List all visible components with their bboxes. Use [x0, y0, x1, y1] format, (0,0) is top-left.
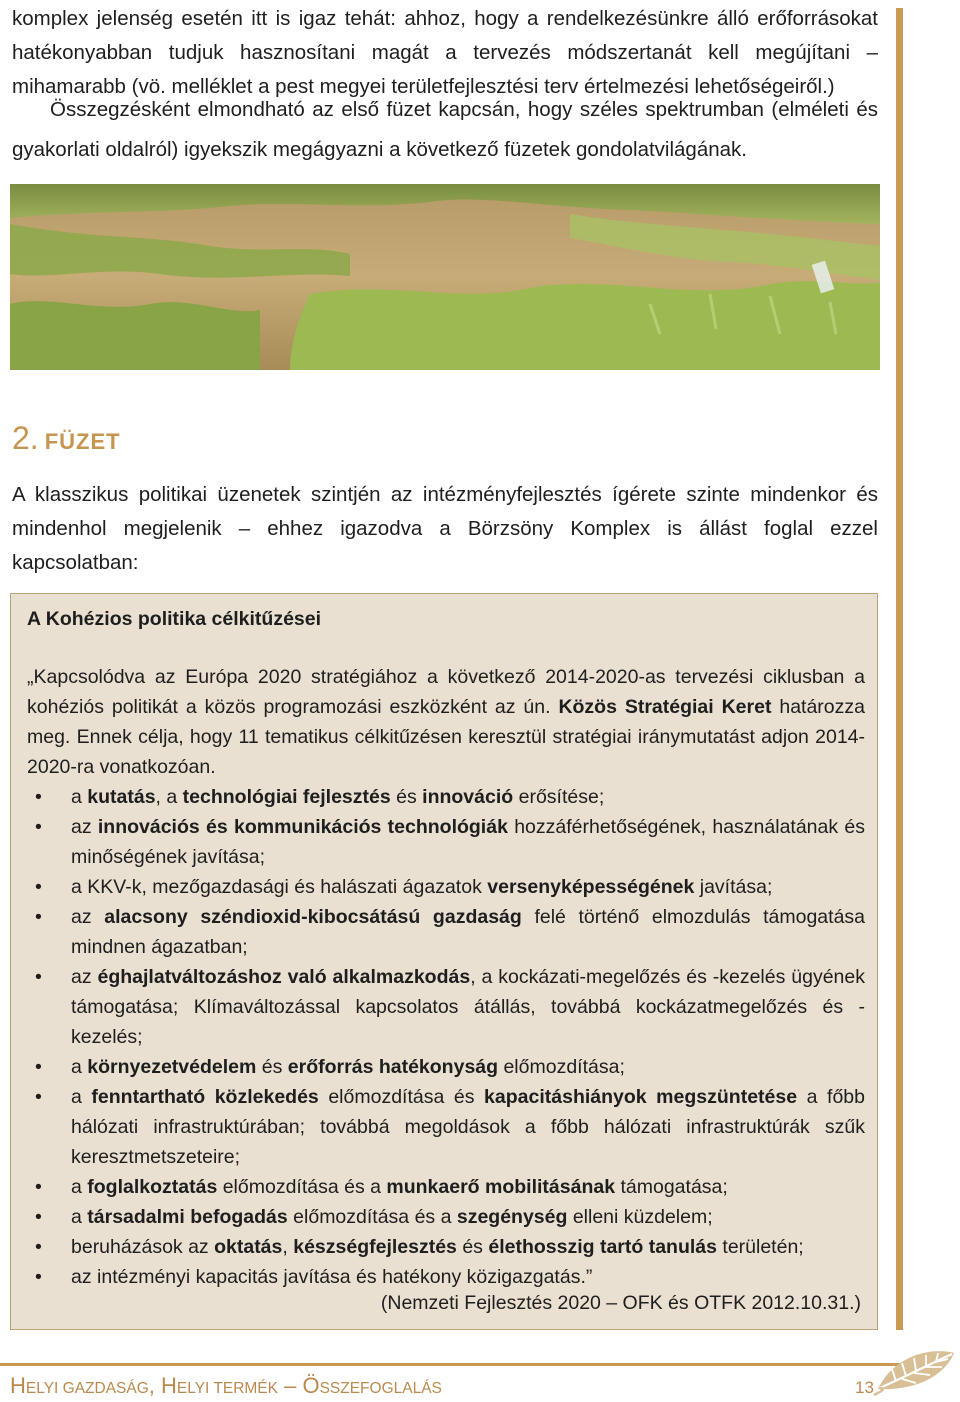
- bullet-icon: •: [35, 906, 42, 928]
- objective-text: a KKV-k, mezőgazdasági és halászati ágazatok: [71, 876, 488, 898]
- objective-keyword: versenyképességének: [487, 876, 695, 898]
- objective-text: a: [71, 1206, 88, 1228]
- footer-title-part: ELYI GAZDASÁG: [25, 1380, 149, 1397]
- objective-keyword: kapacitáshiányok megszüntetése: [484, 1086, 798, 1108]
- bullet-icon: •: [35, 816, 42, 838]
- objective-text: és: [390, 786, 423, 808]
- objective-text: hozzáférhetőségének, használatának és minőségének javítása;: [71, 816, 866, 868]
- section-number: 2.: [12, 420, 39, 456]
- objective-item: [27, 812, 865, 872]
- page-number: 13: [855, 1378, 874, 1397]
- objective-text: erősítése;: [513, 786, 605, 808]
- objective-keyword: erőforrás hatékonyság: [287, 1056, 499, 1078]
- objective-item: [27, 1202, 865, 1232]
- objective-text: elleni küzdelem;: [567, 1206, 713, 1228]
- bullet-icon: •: [35, 1176, 42, 1198]
- objective-keyword: készségfejlesztés: [293, 1236, 457, 1258]
- summary-paragraph: Összegzésként elmondható az első füzet kapcsán, hogy széles spektrumban (elméleti és gyakorlati oldalról) igyekszik megágyazni a következő füzetek gondolatvilágának.: [12, 98, 878, 161]
- bullet-icon: •: [35, 1056, 42, 1078]
- objective-text: felé történő elmozdulás támogatása mindnen ágazatban;: [71, 906, 866, 958]
- objective-text: előmozdítása és a: [217, 1176, 387, 1198]
- objective-keyword: technológiai fejlesztés: [182, 786, 391, 808]
- footer-title-part: H: [10, 1373, 26, 1398]
- objective-text: a: [71, 1056, 88, 1078]
- objective-item: [27, 782, 865, 812]
- side-accent-bar: [896, 8, 903, 1330]
- objective-keyword: alacsony széndioxid-kibocsátású gazdaság: [104, 906, 522, 928]
- objective-item: [27, 1232, 865, 1262]
- objective-text: előmozdítása és a: [287, 1206, 457, 1228]
- objective-keyword: éghajlatváltozáshoz való alkalmazkodás: [97, 966, 471, 988]
- bullet-icon: •: [35, 1086, 42, 1108]
- leaf-icon: [872, 1345, 958, 1397]
- quote-intro-bold: Közös Stratégiai Keret: [558, 696, 772, 718]
- objective-text: előmozdítása;: [498, 1056, 625, 1078]
- leaf-icon-graphic: [872, 1345, 958, 1397]
- quote-source: (Nemzeti Fejlesztés 2020 – OFK és OTFK 2012.10.31.): [380, 1292, 861, 1314]
- objective-keyword: innováció: [422, 786, 514, 808]
- bullet-icon: •: [35, 1266, 42, 1288]
- bullet-icon: •: [35, 876, 42, 898]
- quote-box: [10, 593, 878, 1330]
- objective-keyword: fenntartható közlekedés: [91, 1086, 319, 1108]
- objective-text: a: [71, 786, 88, 808]
- garden-photo-image: [10, 184, 880, 370]
- bullet-icon: •: [35, 1206, 42, 1228]
- objective-text: , a kockázati-megelőzés és -kezelés ügyének támogatása; Klímaváltozással kapcsolatos átállás, továbbá kockázatmegelőzés és -kezelés;: [71, 966, 865, 1048]
- objective-text: beruházások az: [71, 1236, 215, 1258]
- objectives-list: [27, 782, 865, 1292]
- bullet-icon: •: [35, 786, 42, 808]
- footer-title-part: ELYI TERMÉK: [176, 1380, 278, 1397]
- objective-text: és: [456, 1236, 489, 1258]
- objective-text: az: [71, 816, 98, 838]
- objective-text: ,: [282, 1236, 294, 1258]
- objective-keyword: oktatás: [214, 1236, 283, 1258]
- objective-text: az intézményi kapacitás javítása és hatékony közigazgatás.”: [71, 1266, 593, 1288]
- bullet-icon: •: [35, 966, 42, 988]
- objective-item: [27, 1082, 865, 1172]
- footer-title-part: , H: [148, 1373, 177, 1398]
- objective-keyword: munkaerő mobilitásának: [386, 1176, 616, 1198]
- footer-rule: [0, 1363, 900, 1366]
- objective-text: területén;: [716, 1236, 804, 1258]
- intro-paragraph: komplex jelenség esetén itt is igaz tehát: ahhoz, hogy a rendelkezésünkre álló erőforrásokat hatékonyabban tudjuk hasznosítani magát a tervezés módszertanát kell megújítani – mihamarabb (vö. melléklet a pest megyei területfejlesztési terv értelmezési lehetőségeiről.): [12, 7, 878, 98]
- objective-keyword: társadalmi befogadás: [87, 1206, 288, 1228]
- objective-keyword: élethosszig tartó tanulás: [488, 1236, 717, 1258]
- objective-keyword: környezetvédelem: [87, 1056, 257, 1078]
- objective-text: a főbb hálózati infrastruktúrában; továbbá megoldások a főbb hálózati infrastruktúrák szűk keresztmetszeteire;: [71, 1086, 865, 1168]
- footer-title: [10, 1373, 442, 1402]
- objective-text: javítása;: [694, 876, 773, 898]
- objective-keyword: szegénység: [456, 1206, 568, 1228]
- objective-keyword: kutatás: [87, 786, 156, 808]
- objective-item: [27, 1172, 865, 1202]
- objective-text: előmozdítása és: [318, 1086, 485, 1108]
- quote-intro-text: „Kapcsolódva az Európa 2020 stratégiához a következő 2014-2020-as tervezési ciklusban a kohéziós politikát a közös programozási eszközként az ún.: [27, 666, 865, 718]
- footer-title-part: – Ö: [277, 1373, 320, 1398]
- objective-item: [27, 1052, 865, 1082]
- quote-intro: [27, 662, 865, 782]
- garden-photo: [10, 184, 880, 370]
- objective-text: támogatása;: [615, 1176, 728, 1198]
- objective-text: az: [71, 966, 98, 988]
- quote-box-title: A Kohézios politika célkitűzései: [27, 608, 322, 630]
- objective-text: és: [256, 1056, 288, 1078]
- footer-title-part: SSZEFOGLALÁS: [319, 1380, 442, 1397]
- section-heading: [12, 420, 121, 457]
- objective-item: [27, 962, 865, 1052]
- bullet-icon: •: [35, 1236, 42, 1258]
- objective-item: [27, 872, 865, 902]
- objective-keyword: foglalkoztatás: [87, 1176, 218, 1198]
- objective-text: az: [71, 906, 105, 928]
- section-body: A klasszikus politikai üzenetek szintjén az intézményfejlesztés ígérete szinte mindenkor és mindenhol megjelenik – ehhez igazodva a Börzsöny Komplex is állást foglal ezzel kapcsolatban:: [12, 483, 878, 574]
- quote-intro-text-end: határozza meg. Ennek célja, hogy 11 tematikus célkitűzésen keresztül stratégiai iránymutatást adjon 2014-2020-ra vonatkozóan.: [27, 696, 865, 778]
- objective-text: a: [71, 1086, 92, 1108]
- objective-keyword: innovációs és kommunikációs technológiák: [97, 816, 508, 838]
- section-word: FÜZET: [44, 429, 121, 454]
- objective-item: [27, 902, 865, 962]
- objective-text: , a: [155, 786, 183, 808]
- objective-text: a: [71, 1176, 88, 1198]
